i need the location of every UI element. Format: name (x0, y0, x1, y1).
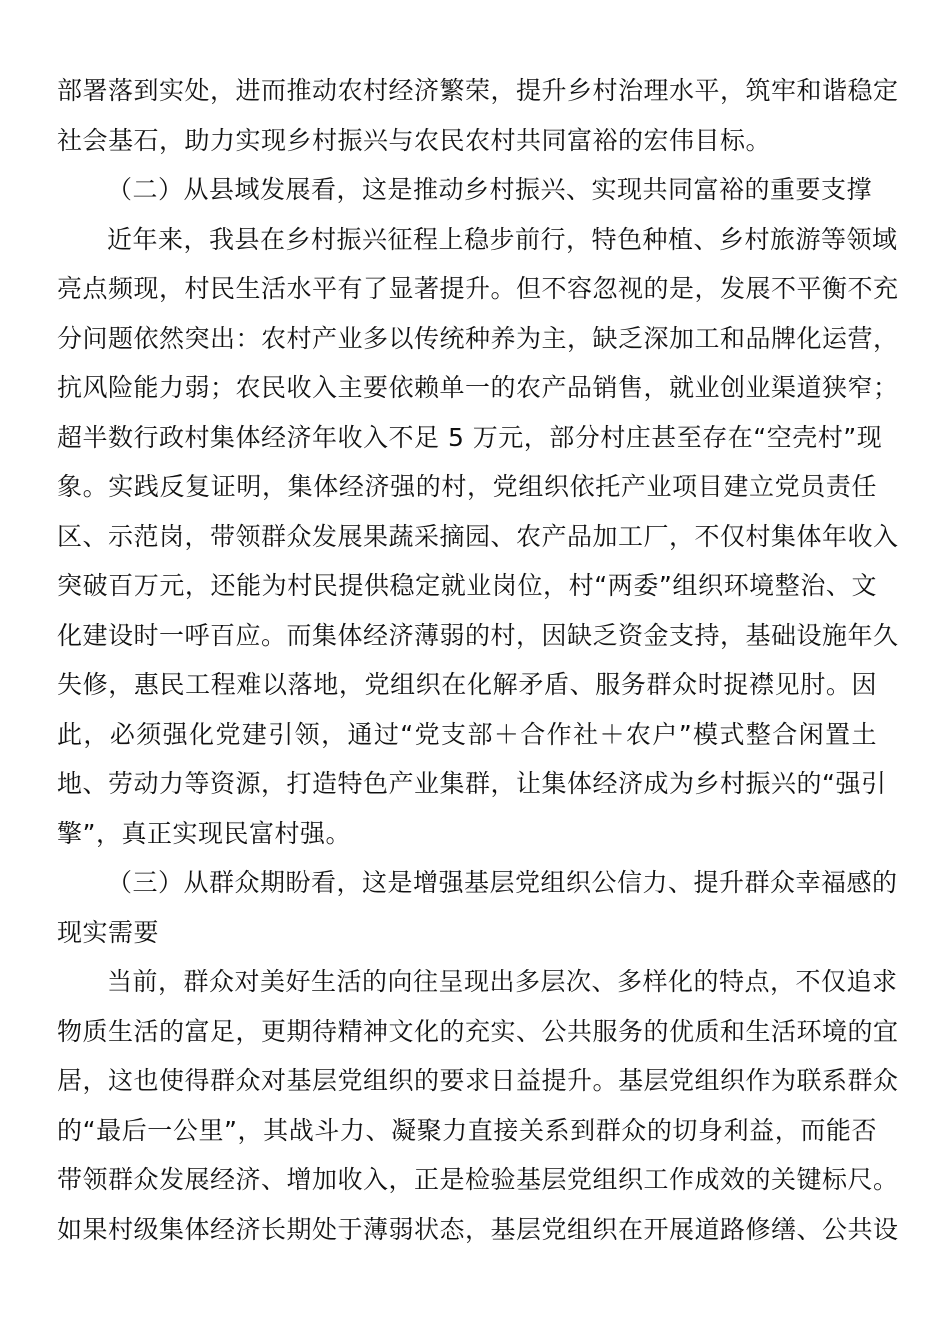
paragraph-line: 的“最后一公里”，其战斗力、凝聚力直接关系到群众的切身利益，而能否 (57, 1115, 877, 1145)
paragraph-line: 带领群众发展经济、增加收入，正是检验基层党组织工作成效的关键标尺。 (57, 1165, 899, 1194)
paragraph-line: 擎”，真正实现民富村强。 (57, 818, 351, 848)
paragraph-line: 社会基石，助力实现乡村振兴与农民农村共同富裕的宏伟目标。 (57, 125, 772, 155)
paragraph-line: 抗风险能力弱；农民收入主要依赖单一的农产品销售，就业创业渠道狭窄； (57, 373, 899, 402)
document-body (57, 66, 899, 1254)
paragraph-line: 地、劳动力等资源，打造特色产业集群，让集体经济成为乡村振兴的“强引 (57, 769, 887, 798)
paragraph-line: 此，必须强化党建引领，通过“党支部＋合作社＋农户”模式整合闲置土 (57, 719, 877, 749)
paragraph-line: 区、示范岗，带领群众发展果蔬采摘园、农产品加工厂，不仅村集体年收入 (57, 521, 899, 551)
paragraph-line: 居，这也使得群众对基层党组织的要求日益提升。基层党组织作为联系群众 (57, 1066, 899, 1095)
paragraph-line: 部署落到实处，进而推动农村经济繁荣，提升乡村治理水平，筑牢和谐稳定 (57, 76, 899, 105)
section-heading: （三）从群众期盼看，这是增强基层党组织公信力、提升群众幸福感的 (107, 868, 898, 897)
paragraph-line: 突破百万元，还能为村民提供稳定就业岗位，村“两委”组织环境整治、文 (57, 571, 877, 600)
paragraph-line: 亮点频现，村民生活水平有了显著提升。但不容忽视的是，发展不平衡不充 (57, 274, 899, 303)
paragraph-line: 化建设时一呼百应。而集体经济薄弱的村，因缺乏资金支持，基础设施年久 (57, 620, 899, 650)
paragraph-line: 分问题依然突出：农村产业多以传统种养为主，缺乏深加工和品牌化运营， (57, 323, 899, 353)
section-heading: （二）从县域发展看，这是推动乡村振兴、实现共同富裕的重要支撑 (107, 175, 873, 204)
paragraph-line: 如果村级集体经济长期处于薄弱状态，基层党组织在开展道路修缮、公共设 (57, 1214, 899, 1244)
paragraph-line: 近年来，我县在乡村振兴征程上稳步前行，特色种植、乡村旅游等领域 (107, 224, 898, 254)
paragraph-line: 失修，惠民工程难以落地，党组织在化解矛盾、服务群众时捉襟见肘。因 (57, 670, 877, 699)
paragraph-line: 超半数行政村集体经济年收入不足 5 万元，部分村庄甚至存在“空壳村”现 (57, 422, 883, 452)
section-heading: 现实需要 (57, 917, 160, 947)
paragraph-line: 当前，群众对美好生活的向往呈现出多层次、多样化的特点，不仅追求 (107, 967, 898, 996)
paragraph-line: 物质生活的富足，更期待精神文化的充实、公共服务的优质和生活环境的宜 (57, 1016, 899, 1046)
paragraph-line: 象。实践反复证明，集体经济强的村，党组织依托产业项目建立党员责任 (57, 472, 877, 501)
